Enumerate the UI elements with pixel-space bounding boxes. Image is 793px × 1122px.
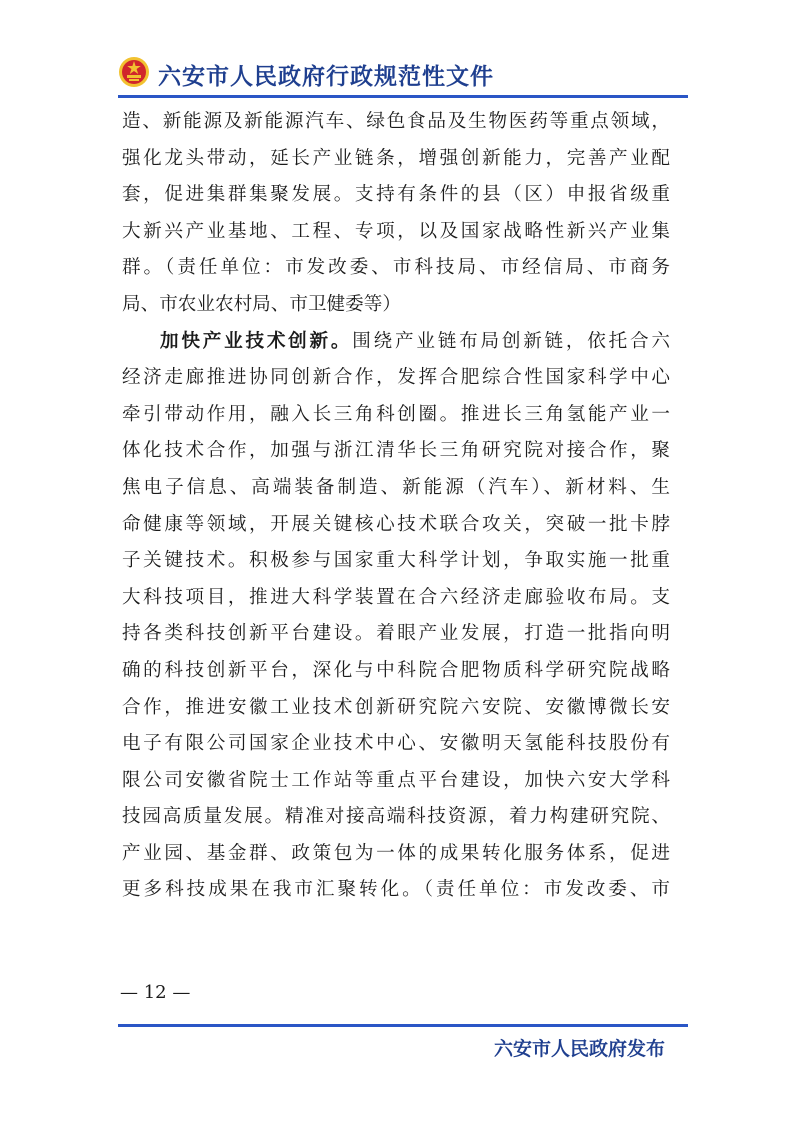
text-line: 限公司安徽省院士工作站等重点平台建设，加快六安大学科 [122, 769, 670, 791]
heading-line-rest: 围绕产业链布局创新链，依托合六 [352, 330, 670, 352]
footer-divider [118, 1024, 688, 1027]
text-line: 合作，推进安徽工业技术创新研究院六安院、安徽博微长安 [122, 696, 670, 718]
text-line: 套，促进集群集聚发展。支持有条件的县（区）申报省级重 [122, 184, 670, 206]
document-header [118, 52, 688, 96]
text-line: 更多科技成果在我市汇聚转化。（责任单位：市发改委、市 [122, 879, 670, 901]
text-line: 体化技术合作，加强与浙江清华长三角研究院对接合作，聚 [122, 440, 670, 462]
text-line: 确的科技创新平台，深化与中科院合肥物质科学研究院战略 [122, 659, 670, 681]
paragraph-heading: 加快产业技术创新。 [160, 330, 353, 352]
text-line: 经济走廊推进协同创新合作，发挥合肥综合性国家科学中心 [122, 367, 670, 389]
text-line: 电子有限公司国家企业技术中心、安徽明天氢能科技股份有 [122, 733, 670, 755]
text-line: 产业园、基金群、政策包为一体的成果转化服务体系，促进 [122, 842, 670, 864]
paragraph-1 [122, 104, 670, 324]
text-line: 子关键技术。积极参与国家重大科学计划，争取实施一批重 [122, 550, 670, 572]
text-line: 焦电子信息、高端装备制造、新能源（汽车）、新材料、生 [122, 476, 670, 498]
text-line: 强化龙头带动，延长产业链条，增强创新能力，完善产业配 [122, 147, 670, 169]
text-line: 大科技项目，推进大科学装置在合六经济走廊验收布局。支 [122, 586, 670, 608]
text-line: 局、市农业农村局、市卫健委等） [122, 293, 401, 315]
paragraph-2 [122, 324, 670, 910]
text-line: 群。（责任单位：市发改委、市科技局、市经信局、市商务 [122, 257, 670, 279]
document-body [122, 104, 670, 909]
text-line: 大新兴产业基地、工程、专项，以及国家战略性新兴产业集 [122, 220, 670, 242]
header-title: 六安市人民政府行政规范性文件 [158, 64, 494, 90]
header-divider [118, 95, 688, 98]
national-emblem-icon [118, 56, 150, 88]
text-line: 牵引带动作用，融入长三角科创圈。推进长三角氢能产业一 [122, 403, 670, 425]
page-number: — 12 — [120, 982, 191, 1003]
text-line: 命健康等领域，开展关键核心技术联合攻关，突破一批卡脖 [122, 513, 670, 535]
text-line [122, 324, 670, 361]
text-line: 造、新能源及新能源汽车、绿色食品及生物医药等重点领域， [122, 111, 670, 132]
footer-publisher: 六安市人民政府发布 [493, 1038, 665, 1060]
text-line: 技园高质量发展。精准对接高端科技资源，着力构建研究院、 [122, 806, 670, 828]
text-line: 持各类科技创新平台建设。着眼产业发展，打造一批指向明 [122, 623, 670, 645]
